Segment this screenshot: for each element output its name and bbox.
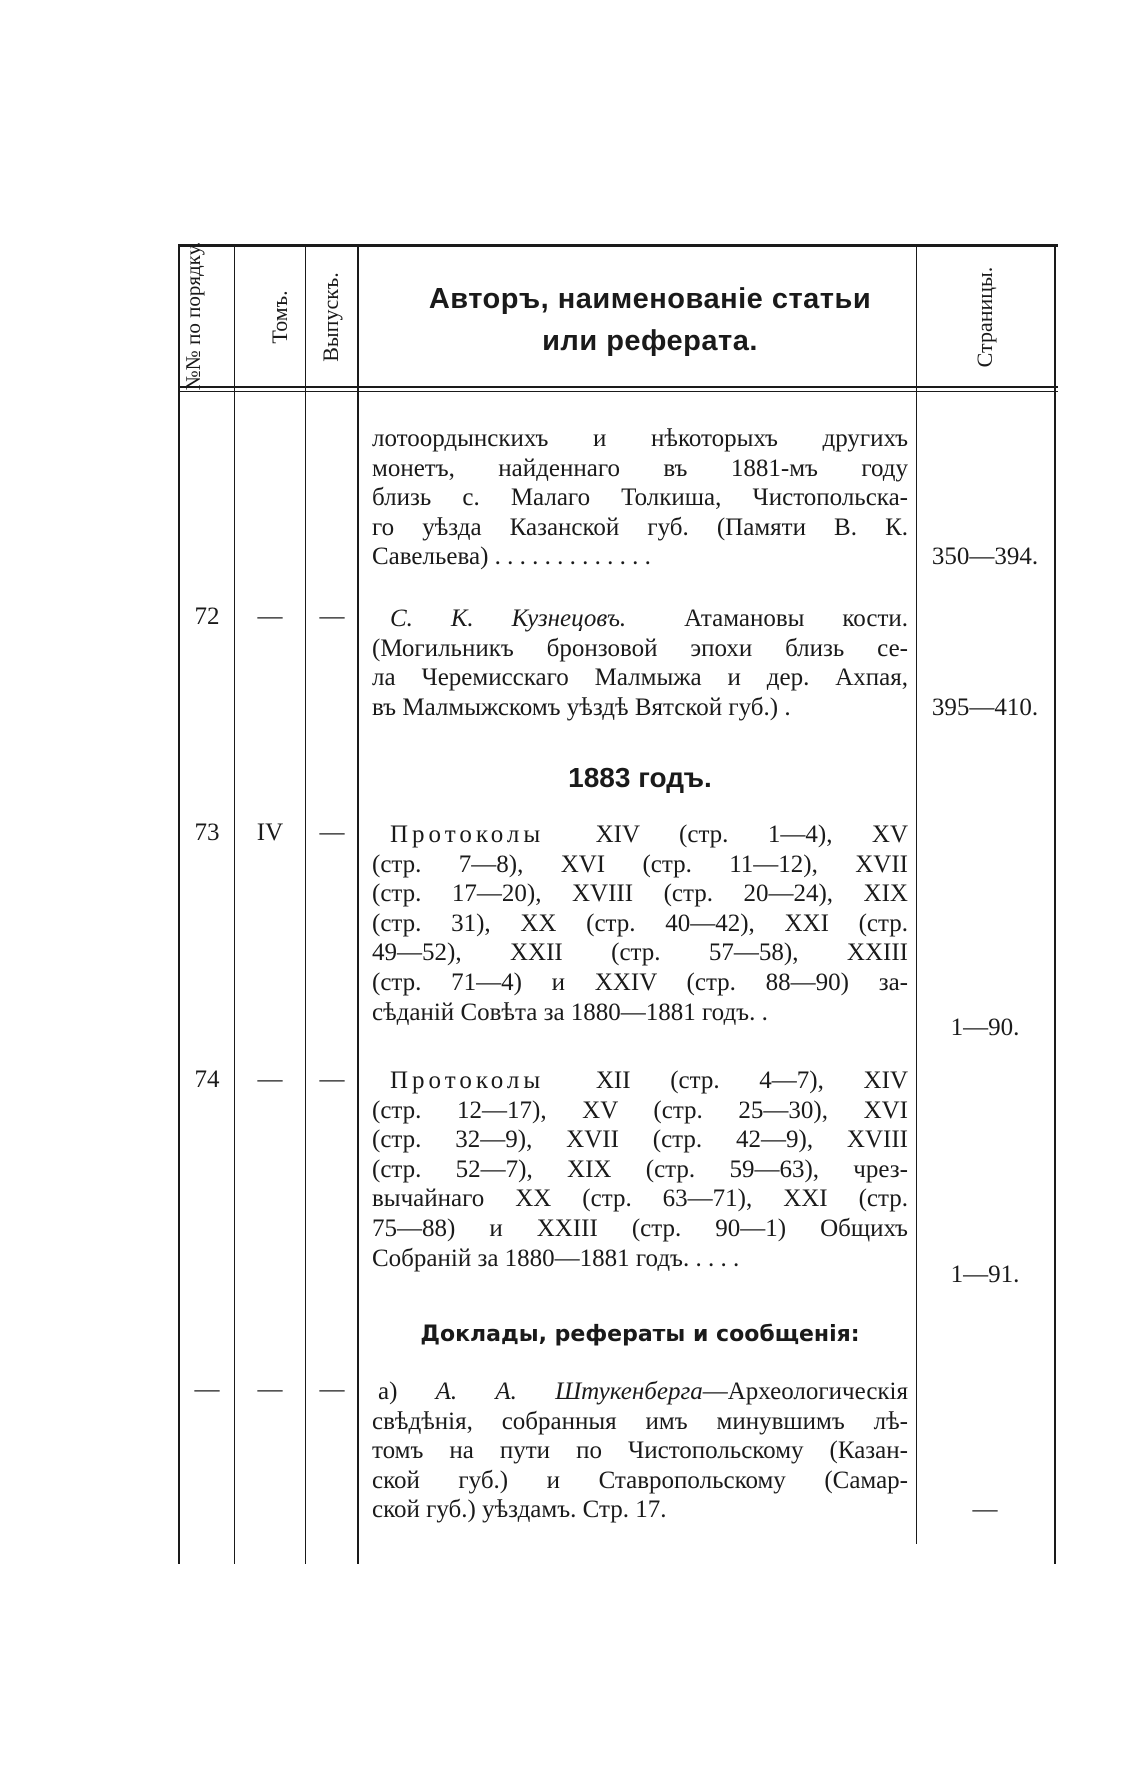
entry-volume: — (257, 1066, 283, 1093)
entry-lead: Протоколы (390, 1067, 545, 1094)
entry-pages: 350—394. (931, 543, 1039, 570)
entry-pages: 395—410. (931, 694, 1039, 721)
header-bottom-rule (178, 386, 1058, 388)
entry-number: 73 (194, 819, 220, 846)
entry-pages: 1—91. (950, 1261, 1020, 1288)
entry-volume: IV (256, 819, 284, 846)
table-right-border (1054, 244, 1056, 1564)
column-divider-4 (916, 244, 917, 1544)
entry-issue: — (319, 603, 345, 630)
entry-lead: Протоколы (390, 821, 545, 848)
entry-author: С. К. Кузнецовъ. (390, 605, 627, 632)
entry-number: 74 (194, 1066, 220, 1093)
entry-pages: 1—90. (950, 1014, 1020, 1041)
entry-volume: — (257, 1376, 283, 1403)
header-title: Авторъ, наименованіе статьи или реферата. (428, 283, 872, 357)
column-divider-3 (357, 244, 359, 1564)
entry-pages: — (972, 1496, 998, 1523)
entry-number: — (194, 1376, 220, 1403)
entry-issue: — (319, 819, 345, 846)
header-bottom-rule-2 (178, 391, 1058, 392)
entry-text: а) А. А. Штукенберга—Археологическія свѣдѣнія, собранныя имъ минувшимъ лѣ- томъ на пути по Чистопольскому (Казан- ской губ.) и Ставропольскому (Самар- ской губ.) уѣздамъ. Стр. 17. (372, 1378, 909, 1524)
entry-author: А. А. Штукенберга (435, 1378, 703, 1405)
header-number: №№ по порядку. (181, 241, 205, 391)
entry-text: лотоордынскихъ и нѣкоторыхъ другихъ монетъ, найденнаго въ 1881-мъ году близь с. Малаго Толкиша, Чистопольска- го уѣзда Казанской губ. (Памяти В. К. Савельева) . . . . . . . . . . . . . (372, 425, 908, 571)
column-divider-2 (305, 244, 306, 1564)
entry-number: 72 (194, 603, 220, 630)
entry-volume: — (257, 603, 283, 630)
entry-text: Протоколы XIV (стр. 1—4), XV (стр. 7—8), XVI (стр. 11—12), XVII (стр. 17—20), XVIII (стр. 20—24), XIX (стр. 31), XX (стр. 40—42), XXI (стр. 49—52), XXII (стр. 57—58), XXIII (стр. 71—4) и XXIV (стр. 88—90) за- сѣданій Совѣта за 1880—1881 годъ. . (372, 821, 908, 1026)
entry-text: Протоколы XII (стр. 4—7), XIV (стр. 12—17), XV (стр. 25—30), XVI (стр. 32—9), XVII (стр. 42—9), XVIII (стр. 52—7), XIX (стр. 59—63), чрез- вычайнаго XX (стр. 63—71), XXI (стр. 75—88) и XXIII (стр. 90—1) Общихъ Собраній за 1880—1881 годъ. . . . . (372, 1067, 908, 1272)
entry-issue: — (319, 1066, 345, 1093)
header-pages: Страницы. (972, 266, 997, 368)
section-heading-reports: Доклады, рефераты и сообщенія: (420, 1322, 860, 1347)
header-issue: Выпускъ. (318, 272, 343, 362)
column-divider-1 (234, 244, 235, 1564)
header-volume: Томъ. (267, 290, 292, 344)
section-heading-year: 1883 годъ. (568, 762, 712, 793)
entry-issue: — (319, 1376, 345, 1403)
table-left-border (178, 244, 180, 1564)
table-top-rule (178, 244, 1058, 247)
entry-text: С. К. Кузнецовъ. Атамановы кости. (Могильникъ бронзовой эпохи близь се- ла Черемисскаго Малмыжа и дер. Ахпая, въ Малмыжскомъ уѣздѣ Вятской губ.) . (372, 605, 909, 721)
